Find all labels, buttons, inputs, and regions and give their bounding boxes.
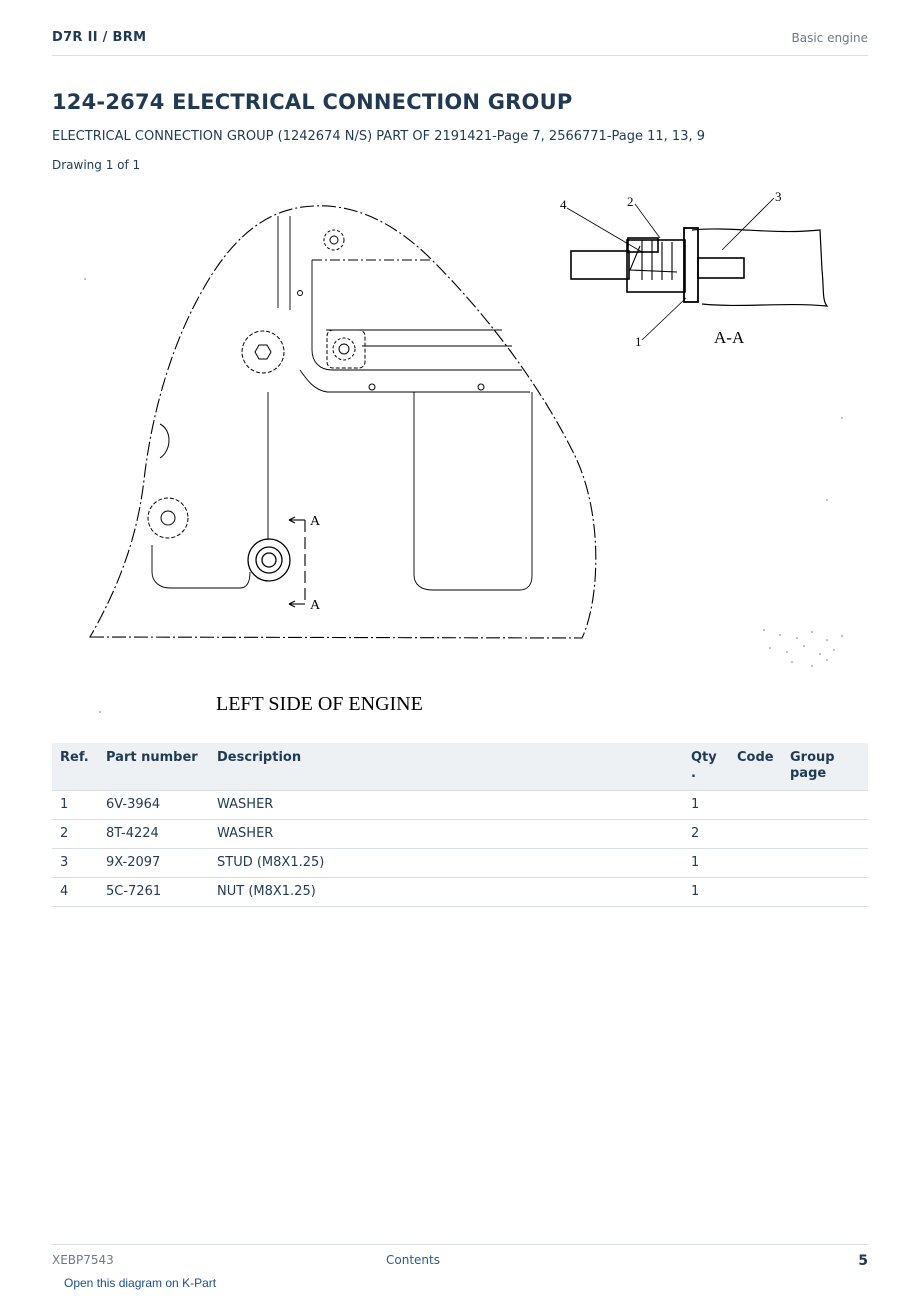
col-code: Code [729, 743, 782, 791]
cell-description: NUT (M8X1.25) [209, 878, 683, 907]
cell-description: WASHER [209, 791, 683, 820]
cell-description: STUD (M8X1.25) [209, 849, 683, 878]
cell-code [729, 820, 782, 849]
cell-group-page [782, 820, 868, 849]
page-number: 5 [858, 1253, 868, 1269]
drawing-caption: LEFT SIDE OF ENGINE [216, 693, 423, 715]
table-row [52, 791, 868, 820]
col-qty: Qty . [683, 743, 729, 791]
section-name: Basic engine [791, 31, 868, 45]
cell-description: WASHER [209, 820, 683, 849]
cell-code [729, 878, 782, 907]
callout-2: 2 [627, 194, 634, 209]
cell-part-number: 5C-7261 [98, 878, 209, 907]
document-id: XEBP7543 [52, 1253, 114, 1267]
cell-ref: 3 [52, 849, 98, 878]
section-marker-bottom: A [310, 598, 321, 613]
cell-code [729, 791, 782, 820]
cell-qty: 1 [683, 878, 729, 907]
parts-table [52, 743, 868, 907]
breadcrumb: D7R II / BRM [52, 30, 147, 45]
drawing-count: Drawing 1 of 1 [52, 158, 141, 172]
section-marker-top: A [310, 514, 321, 529]
kpart-link[interactable]: Open this diagram on K-Part [64, 1276, 217, 1290]
cell-code [729, 849, 782, 878]
col-group-page: Group page [782, 743, 868, 791]
cell-qty: 2 [683, 820, 729, 849]
cell-part-number: 8T-4224 [98, 820, 209, 849]
cell-ref: 2 [52, 820, 98, 849]
cell-group-page [782, 878, 868, 907]
section-view-label: A-A [714, 328, 745, 347]
engine-side-diagram [52, 180, 868, 725]
col-ref: Ref. [52, 743, 98, 791]
table-row [52, 820, 868, 849]
cell-part-number: 6V-3964 [98, 791, 209, 820]
parts-drawing [52, 180, 868, 725]
page-header [52, 30, 868, 56]
callout-1: 1 [635, 334, 642, 349]
contents-link[interactable]: Contents [386, 1253, 440, 1267]
col-description: Description [209, 743, 683, 791]
table-header-row [52, 743, 868, 791]
page-subtitle: ELECTRICAL CONNECTION GROUP (1242674 N/S) PART OF 2191421-Page 7, 2566771-Page 11, 13, 9 [52, 129, 706, 144]
cell-ref: 4 [52, 878, 98, 907]
cell-part-number: 9X-2097 [98, 849, 209, 878]
callout-3: 3 [775, 189, 782, 204]
page-footer [52, 1244, 868, 1274]
cell-group-page [782, 791, 868, 820]
col-part-number: Part number [98, 743, 209, 791]
cell-group-page [782, 849, 868, 878]
cell-qty: 1 [683, 791, 729, 820]
cell-ref: 1 [52, 791, 98, 820]
callout-4: 4 [560, 197, 567, 212]
cell-qty: 1 [683, 849, 729, 878]
table-row [52, 878, 868, 907]
page-title: 124-2674 ELECTRICAL CONNECTION GROUP [52, 90, 573, 114]
table-row [52, 849, 868, 878]
